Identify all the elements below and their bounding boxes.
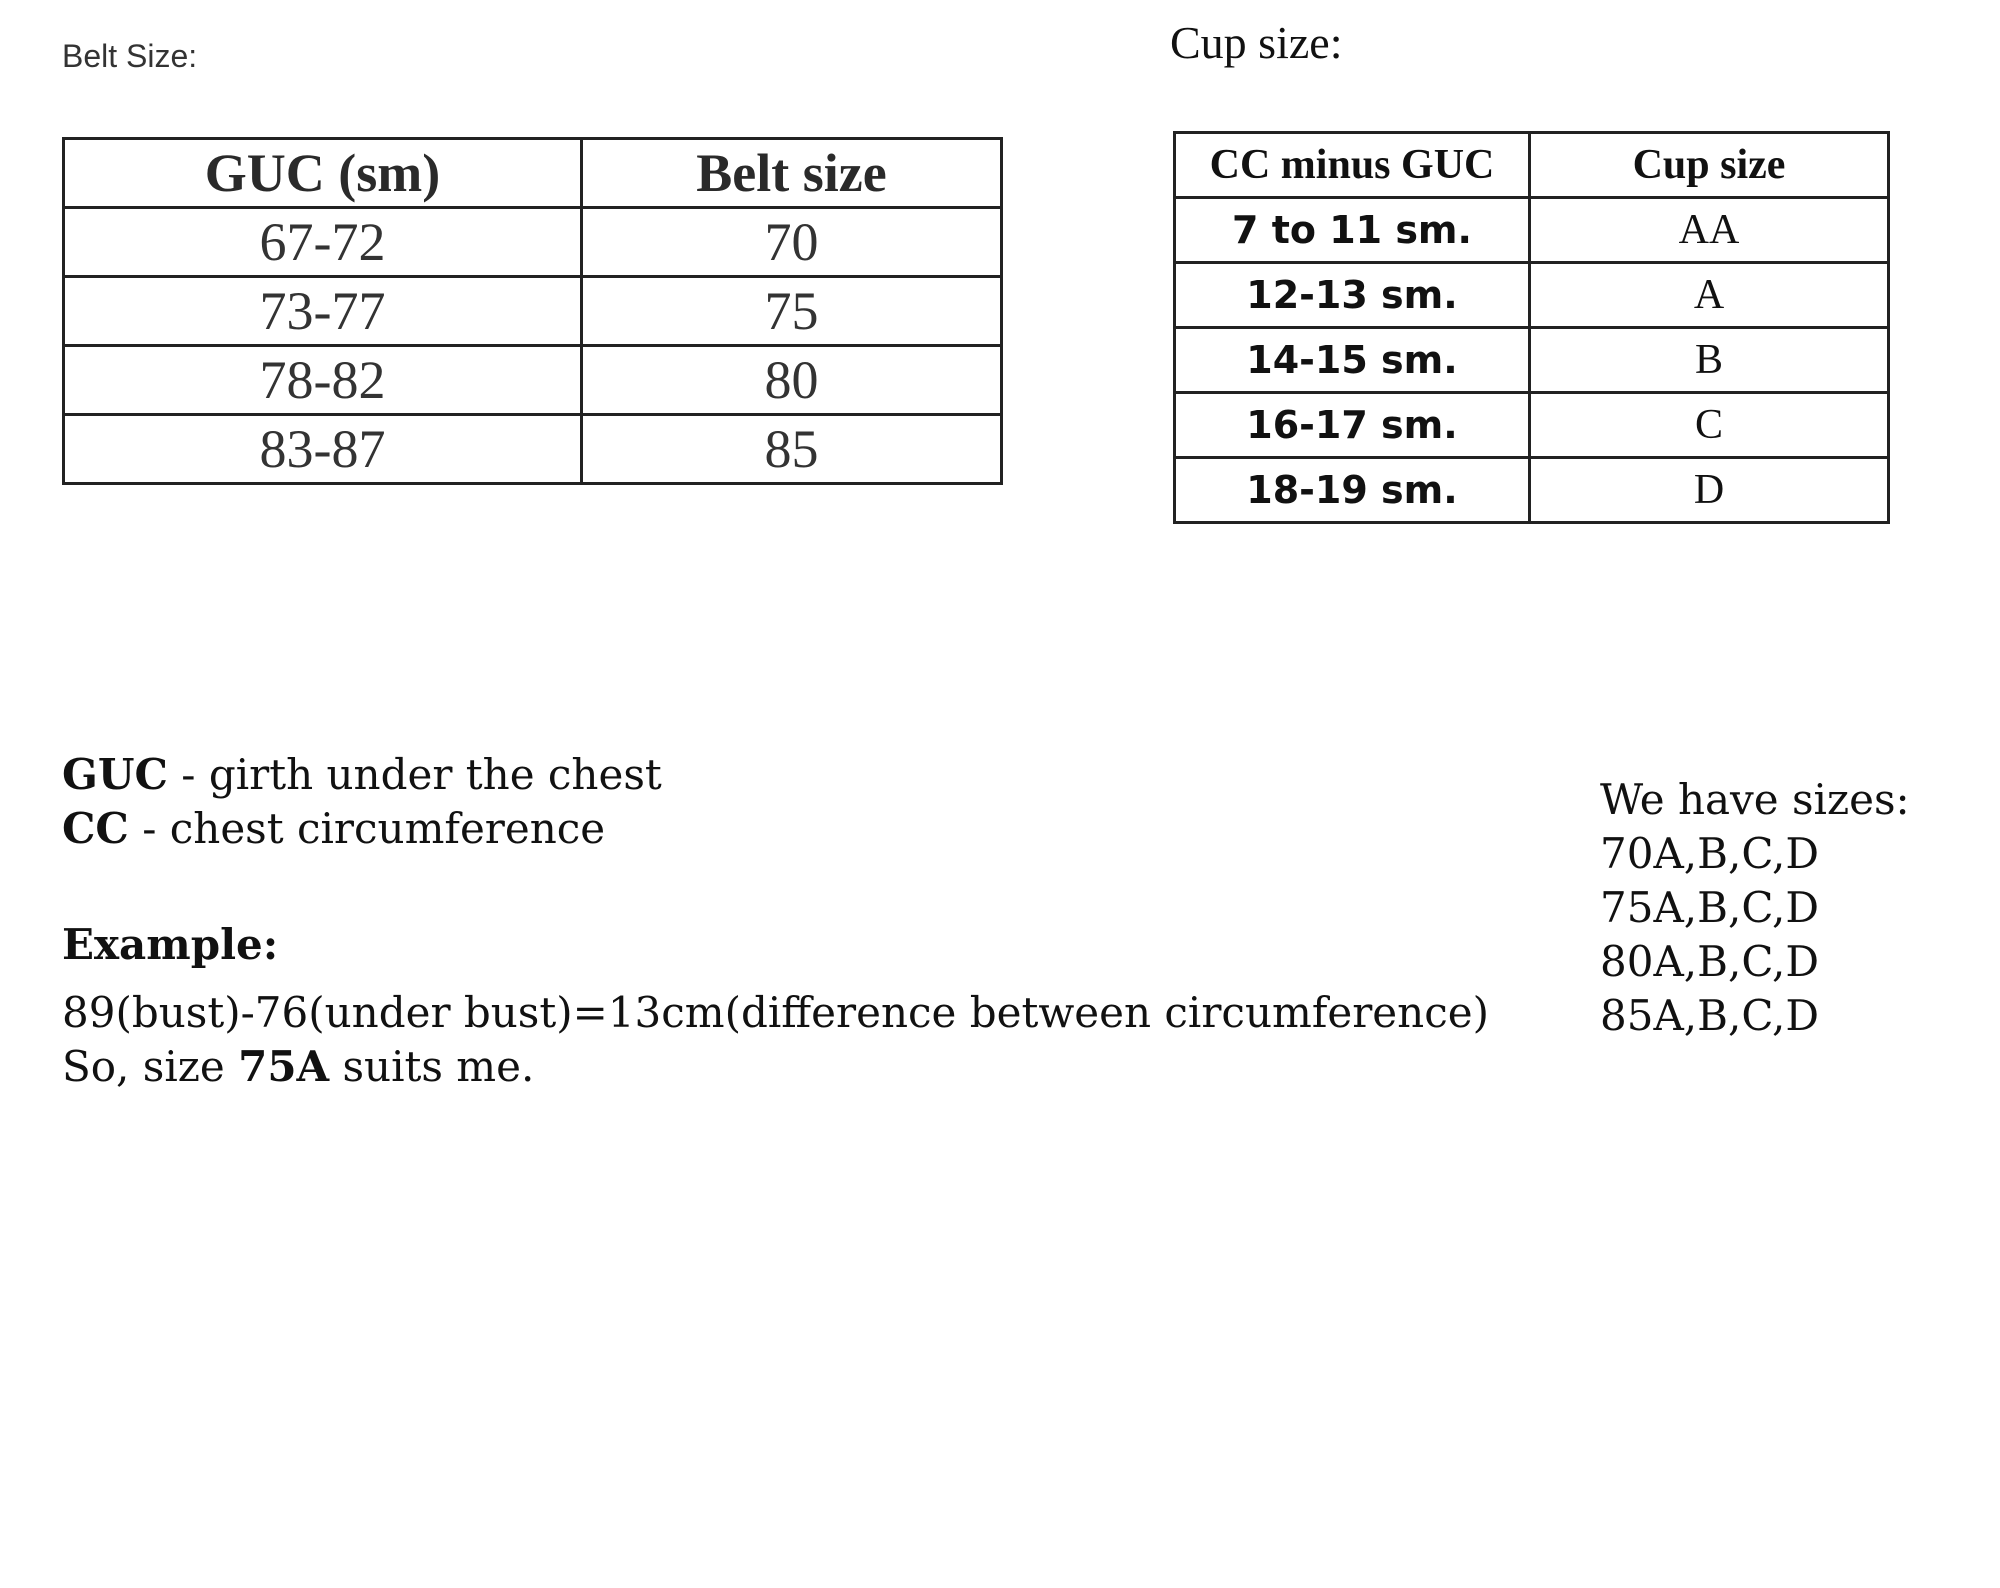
legend-line-cc: [62, 802, 662, 856]
belt-size-heading: Belt Size:: [62, 38, 198, 74]
available-sizes-block: [1600, 773, 1910, 1043]
legend-term-cc: CC: [62, 804, 129, 853]
table-cell-guc: 67-72: [64, 208, 582, 277]
table-row: [1175, 458, 1889, 523]
table-cell-cup: A: [1530, 263, 1889, 328]
table-cell-difference: 12-13 sm.: [1175, 263, 1530, 328]
legend-term-guc: GUC: [62, 750, 168, 799]
table-row: [64, 415, 1002, 484]
example-conclusion-prefix: So, size: [62, 1042, 239, 1091]
available-size-item: 70A,B,C,D: [1600, 829, 1820, 878]
column-header-guc: GUC (sm): [64, 139, 582, 208]
example-title: Example:: [62, 920, 279, 969]
legend-definition-cc: - chest circumference: [128, 804, 606, 853]
example-size-result: 75A: [238, 1042, 330, 1091]
example-calculation: 89(bust)-76(under bust)=13cm(difference between circumference): [62, 988, 1489, 1037]
table-cell-difference: 7 to 11 sm.: [1175, 198, 1530, 263]
example-conclusion: [62, 1040, 1489, 1094]
column-header-cc-minus-guc: CC minus GUC: [1175, 133, 1530, 198]
legend-definition-guc: - girth under the chest: [167, 750, 662, 799]
example-conclusion-suffix: suits me.: [329, 1042, 535, 1091]
table-row: [64, 208, 1002, 277]
available-sizes-heading: We have sizes:: [1600, 775, 1910, 824]
column-header-belt-size: Belt size: [582, 139, 1002, 208]
cup-size-table: [1173, 131, 1890, 524]
available-size-item: 85A,B,C,D: [1600, 991, 1820, 1040]
table-row: [64, 277, 1002, 346]
table-cell-cup: AA: [1530, 198, 1889, 263]
table-cell-guc: 78-82: [64, 346, 582, 415]
table-header-row: [1175, 133, 1889, 198]
table-cell-difference: 18-19 sm.: [1175, 458, 1530, 523]
table-cell-guc: 83-87: [64, 415, 582, 484]
table-cell-belt-size: 70: [582, 208, 1002, 277]
table-cell-cup: B: [1530, 328, 1889, 393]
table-row: [1175, 198, 1889, 263]
table-row: [1175, 263, 1889, 328]
legend-line-guc: [62, 748, 662, 802]
table-cell-guc: 73-77: [64, 277, 582, 346]
table-cell-difference: 14-15 sm.: [1175, 328, 1530, 393]
table-cell-belt-size: 80: [582, 346, 1002, 415]
table-header-row: [64, 139, 1002, 208]
table-cell-belt-size: 75: [582, 277, 1002, 346]
table-cell-cup: C: [1530, 393, 1889, 458]
cup-size-heading: Cup size:: [1170, 17, 1343, 68]
abbreviation-legend: [62, 748, 662, 856]
table-row: [1175, 393, 1889, 458]
table-row: [64, 346, 1002, 415]
table-cell-cup: D: [1530, 458, 1889, 523]
table-row: [1175, 328, 1889, 393]
column-header-cup-size: Cup size: [1530, 133, 1889, 198]
example-block: [62, 918, 1489, 1094]
belt-size-table: [62, 137, 1003, 485]
available-size-item: 75A,B,C,D: [1600, 883, 1820, 932]
available-size-item: 80A,B,C,D: [1600, 937, 1820, 986]
table-cell-difference: 16-17 sm.: [1175, 393, 1530, 458]
table-cell-belt-size: 85: [582, 415, 1002, 484]
